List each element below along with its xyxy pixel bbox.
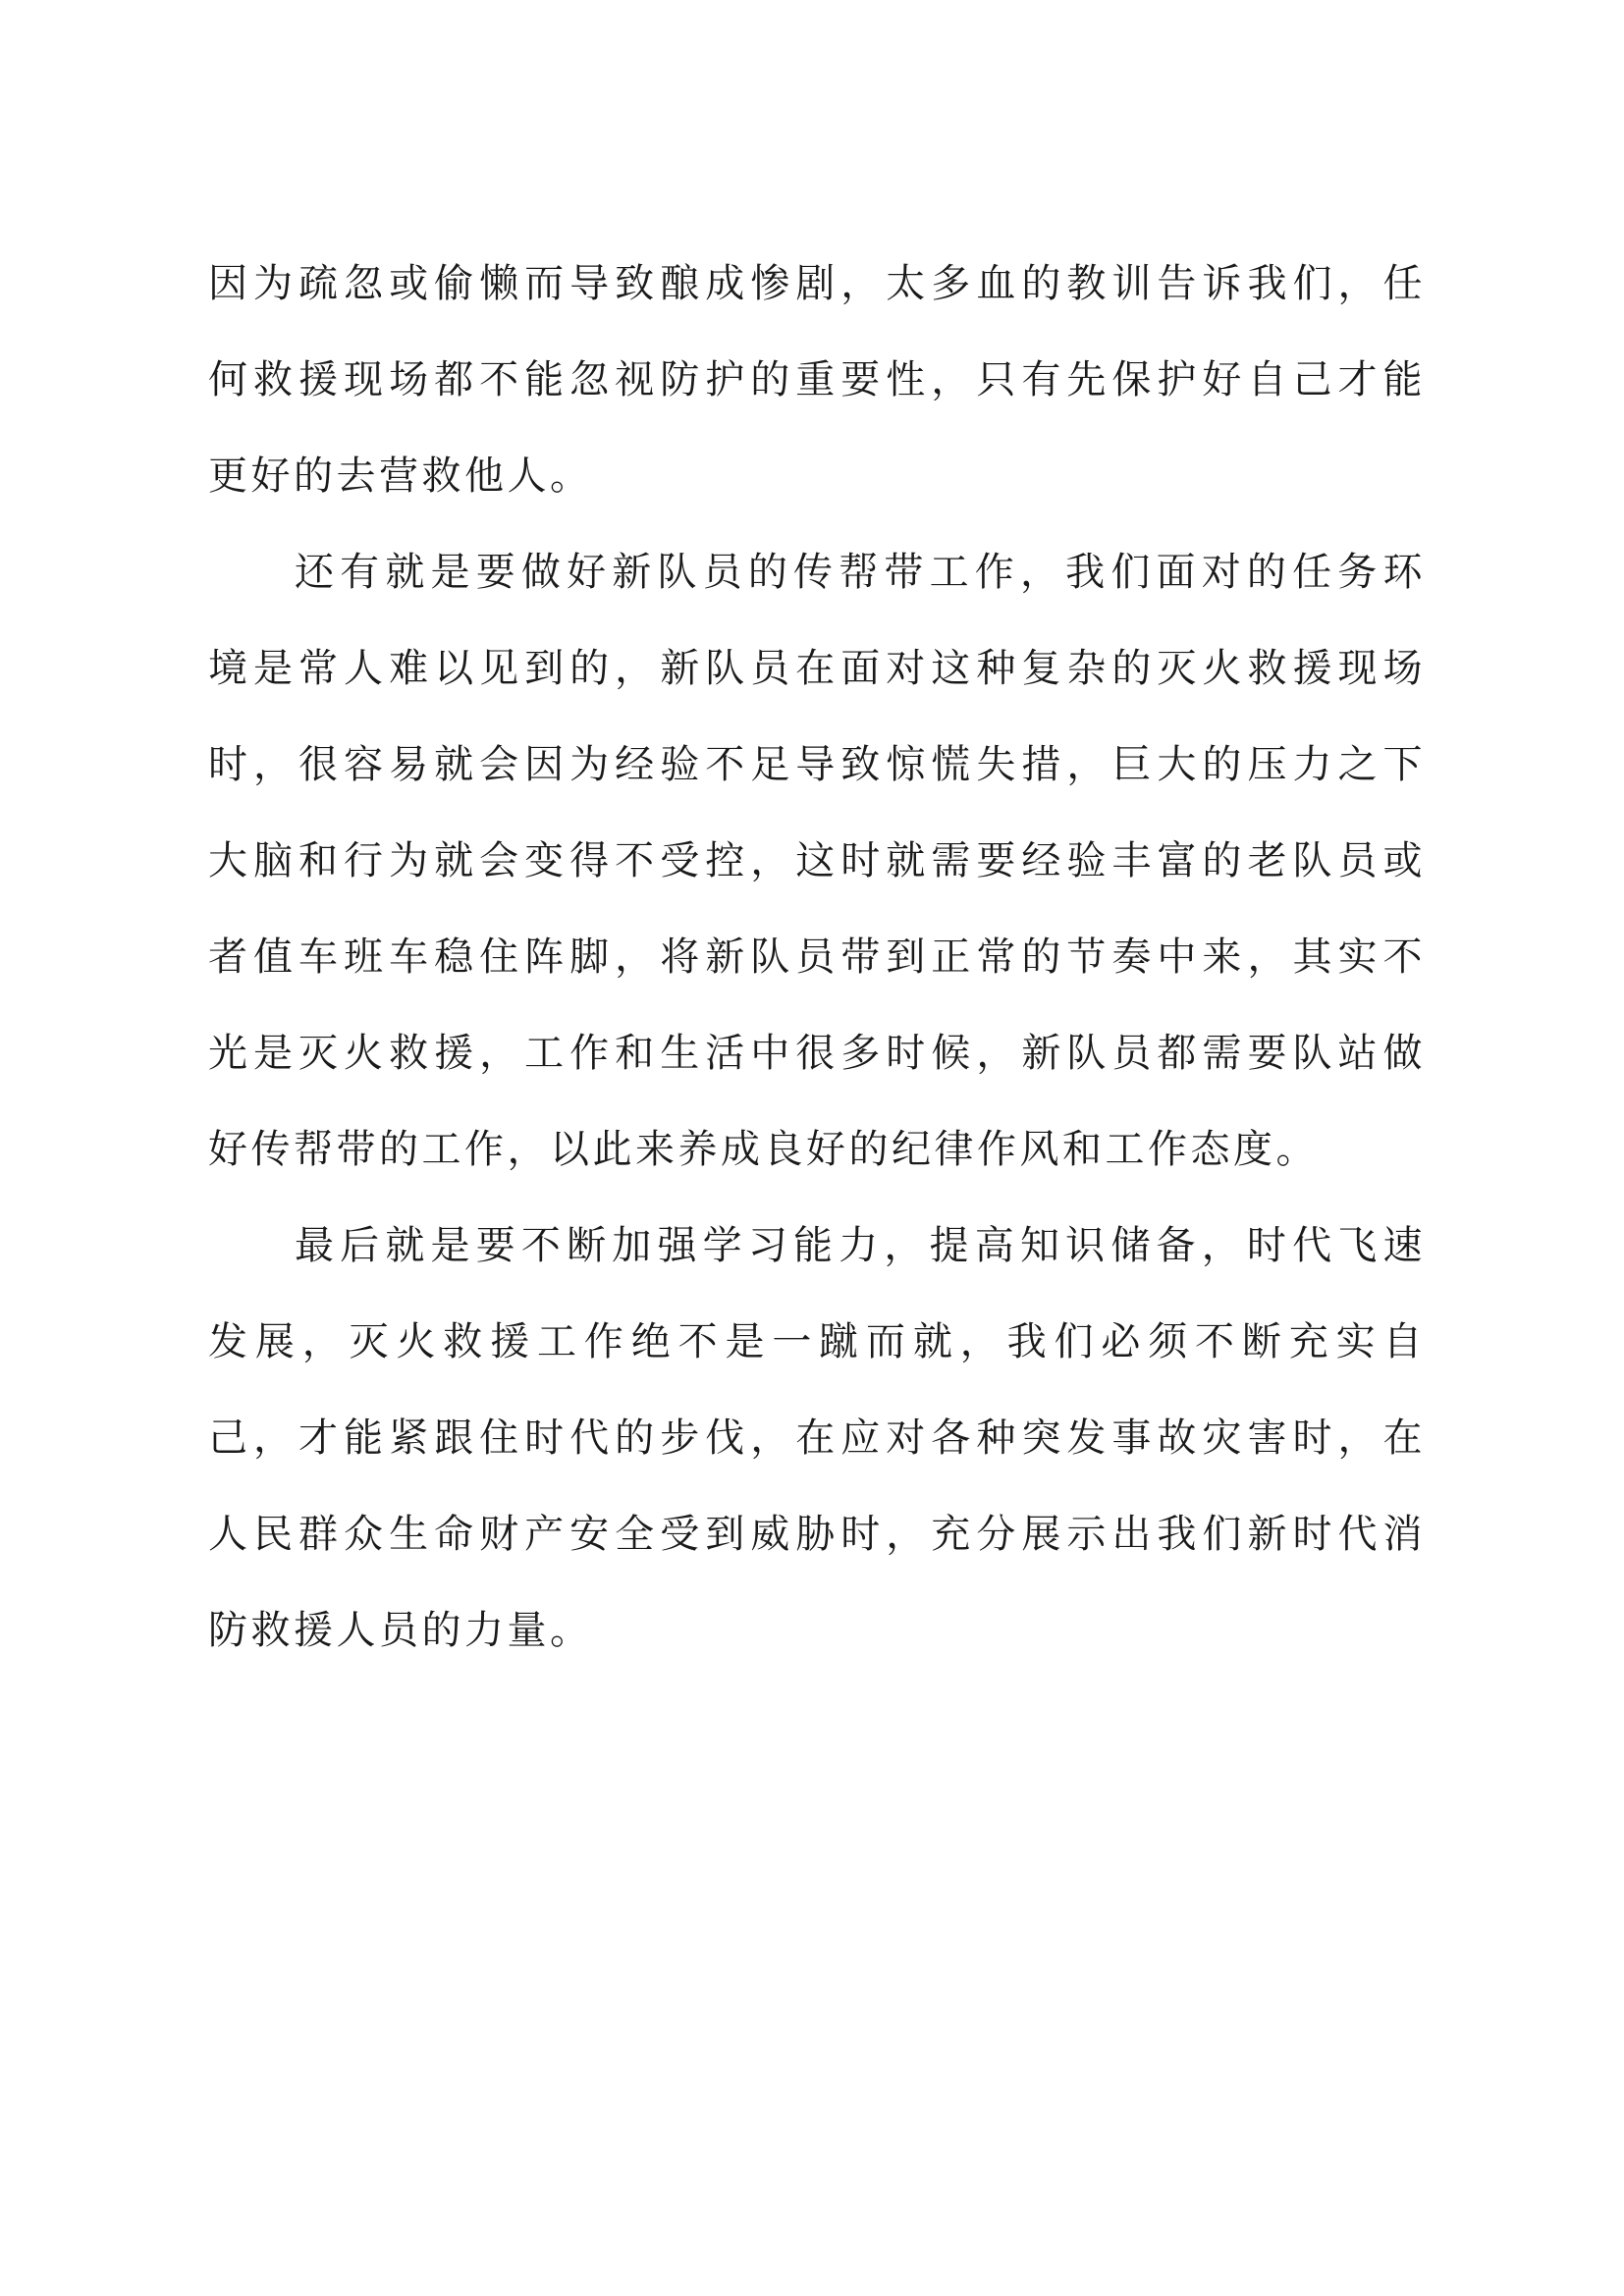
paragraph-3-line-5: 防救援人员的力量。 bbox=[208, 1608, 593, 1653]
paragraph-3-line-1: 最后就是要不断加强学习能力，提高知识储备，时代飞速 bbox=[295, 1223, 1426, 1268]
paragraph-3-line-2: 发展，灭火救援工作绝不是一蹴而就，我们必须不断充实自 bbox=[208, 1319, 1426, 1364]
paragraph-1-line-2: 何救援现场都不能忽视防护的重要性，只有先保护好自己才能 bbox=[208, 357, 1426, 402]
body-text bbox=[208, 236, 1426, 1679]
paragraph-2-line-7: 好传帮带的工作，以此来养成良好的纪律作风和工作态度。 bbox=[208, 1127, 1319, 1172]
paragraph-1-line-3: 更好的去营救他人。 bbox=[208, 454, 593, 499]
paragraph-2-line-3: 时，很容易就会因为经验不足导致惊慌失措，巨大的压力之下 bbox=[208, 742, 1426, 787]
paragraph-3-line-3: 己，才能紧跟住时代的步伐，在应对各种突发事故灾害时，在 bbox=[208, 1415, 1426, 1461]
paragraph-3-line-4: 人民群众生命财产安全受到威胁时，充分展示出我们新时代消 bbox=[208, 1512, 1426, 1557]
paragraph-2-line-1: 还有就是要做好新队员的传帮带工作，我们面对的任务环 bbox=[295, 550, 1426, 595]
paragraph-2-line-4: 大脑和行为就会变得不受控，这时就需要经验丰富的老队员或 bbox=[208, 838, 1426, 883]
paragraph-2-line-2: 境是常人难以见到的，新队员在面对这种复杂的灭火救援现场 bbox=[208, 646, 1426, 691]
paragraph-2-line-6: 光是灭火救援，工作和生活中很多时候，新队员都需要队站做 bbox=[208, 1031, 1426, 1076]
paragraph-1-line-1: 因为疏忽或偷懒而导致酿成惨剧，太多血的教训告诉我们，任 bbox=[208, 261, 1426, 306]
paragraph-2-line-5: 者值车班车稳住阵脚，将新队员带到正常的节奏中来，其实不 bbox=[208, 934, 1426, 980]
